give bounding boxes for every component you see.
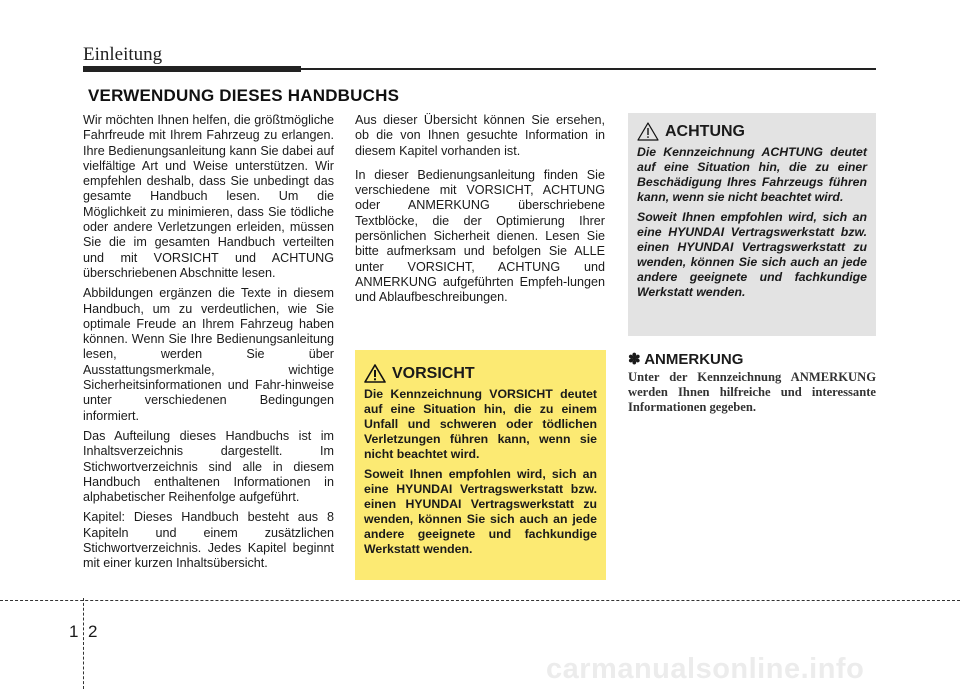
paragraph: Kapitel: Dieses Handbuch besteht aus 8 Kapiteln und einem zusätzlichen Stichwortverzeichnis. Jedes Kapitel beginnt mit einer kurzen Inhaltsübersicht. (83, 510, 334, 571)
text-column-1 (83, 113, 334, 577)
achtung-paragraph: Die Kennzeichnung ACHTUNG deutet auf eine Situation hin, die zu einer Beschädigung Ihres Fahrzeugs führen kann, wenn sie nicht beachtet wird. (637, 145, 867, 204)
achtung-paragraph: Soweit Ihnen empfohlen wird, sich an eine HYUNDAI Vertragswerkstatt bzw. einen HYUNDAI Vertragswerkstatt zu wenden, können Sie sich auch an jede andere geeignete und fachkundige Werkstatt wenden. (637, 210, 867, 299)
watermark-bottom: carmanualsonline.info (546, 653, 865, 685)
vorsicht-title: VORSICHT (392, 364, 475, 382)
achtung-title: ACHTUNG (665, 122, 745, 140)
caution-triangle-icon (637, 122, 659, 141)
text-column-2 (355, 113, 605, 315)
achtung-box (628, 113, 876, 336)
asterisk-icon: ✽ (628, 351, 641, 368)
anmerkung-text: Unter der Kennzeichnung ANMERKUNG werden Ihnen hilfreiche und interessante Informationen gegeben. (628, 370, 876, 414)
chapter-number: 1 (69, 622, 79, 641)
paragraph: Abbildungen ergänzen die Texte in diesem Handbuch, um zu verdeutlichen, wie Sie optimale Freude an Ihrem Fahrzeug haben können. Wenn Sie Ihre Bedienungsanleitung lesen, werden Sie über Ausstattungsmerkmale, wichtige Sicherheitsinformationen und Fahr-hinweise unter verschiedenen Bedingungen informiert. (83, 286, 334, 423)
vorsicht-box (355, 350, 606, 580)
paragraph: Wir möchten Ihnen helfen, die größtmögliche Fahrfreude mit Ihrem Fahrzeug zu erlangen. Ihre Bedienungsanleitung kann Sie dabei auf vielfältige Art und Weise unterstützen. Wir empfehlen deshalb, dass Sie unbedingt das gesamte Handbuch lesen. Um die Möglichkeit zu minimieren, dass Sie tödliche oder andere Verletzungen erleiden, müssen Sie die im gesamten Handbuch verteilten und mit VORSICHT und ACHTUNG überschriebenen Abschnitte lesen. (83, 113, 334, 280)
anmerkung-heading (628, 350, 743, 368)
paragraph: Das Aufteilung dieses Handbuchs ist im Inhaltsverzeichnis dargestellt. Im Stichwortverzeichnis sind alle in diesem Handbuch enthaltenen Informationen in alphabetischer Reihenfolge aufgeführt. (83, 428, 334, 505)
anmerkung-title: ANMERKUNG (644, 351, 744, 368)
vorsicht-paragraph: Die Kennzeichnung VORSICHT deutet auf eine Situation hin, die zu einem Unfall und schweren oder tödlichen Verletzungen führen kann, wenn sie nicht beachtet wird. (364, 387, 597, 461)
paragraph: In dieser Bedienungsanleitung finden Sie verschiedene mit VORSICHT, ACHTUNG oder ANMERKUNG überschriebene Textblöcke, die der Optimierung Ihrer persönlichen Sicherheit dienen. Lesen Sie bitte aufmerksam und befolgen Sie ALLE unter VORSICHT, ACHTUNG und ANMERKUNG aufgeführten Empfeh-lungen und Ablaufbeschreibungen. (355, 167, 605, 305)
footer-rule (0, 600, 960, 601)
section-title: VERWENDUNG DIESES HANDBUCHS (88, 86, 400, 105)
vorsicht-title-row (364, 364, 597, 383)
chapter-title: Einleitung (83, 44, 163, 65)
footer-divider (83, 598, 84, 689)
warning-triangle-icon (364, 364, 386, 383)
vorsicht-paragraph: Soweit Ihnen empfohlen wird, sich an eine HYUNDAI Vertragswerkstatt bzw. einen HYUNDAI Vertragswerkstatt zu wenden, können Sie sich auch an jede andere geeignete und fachkundige Werkstatt wenden. (364, 467, 597, 556)
header-rule-thin (301, 68, 876, 70)
header-rule-thick (83, 66, 301, 72)
achtung-title-row (637, 122, 867, 141)
page-number: 2 (88, 622, 98, 641)
paragraph: Aus dieser Übersicht können Sie ersehen, ob die von Ihnen gesuchte Information in diesem Kapitel vorhanden ist. (355, 113, 605, 158)
